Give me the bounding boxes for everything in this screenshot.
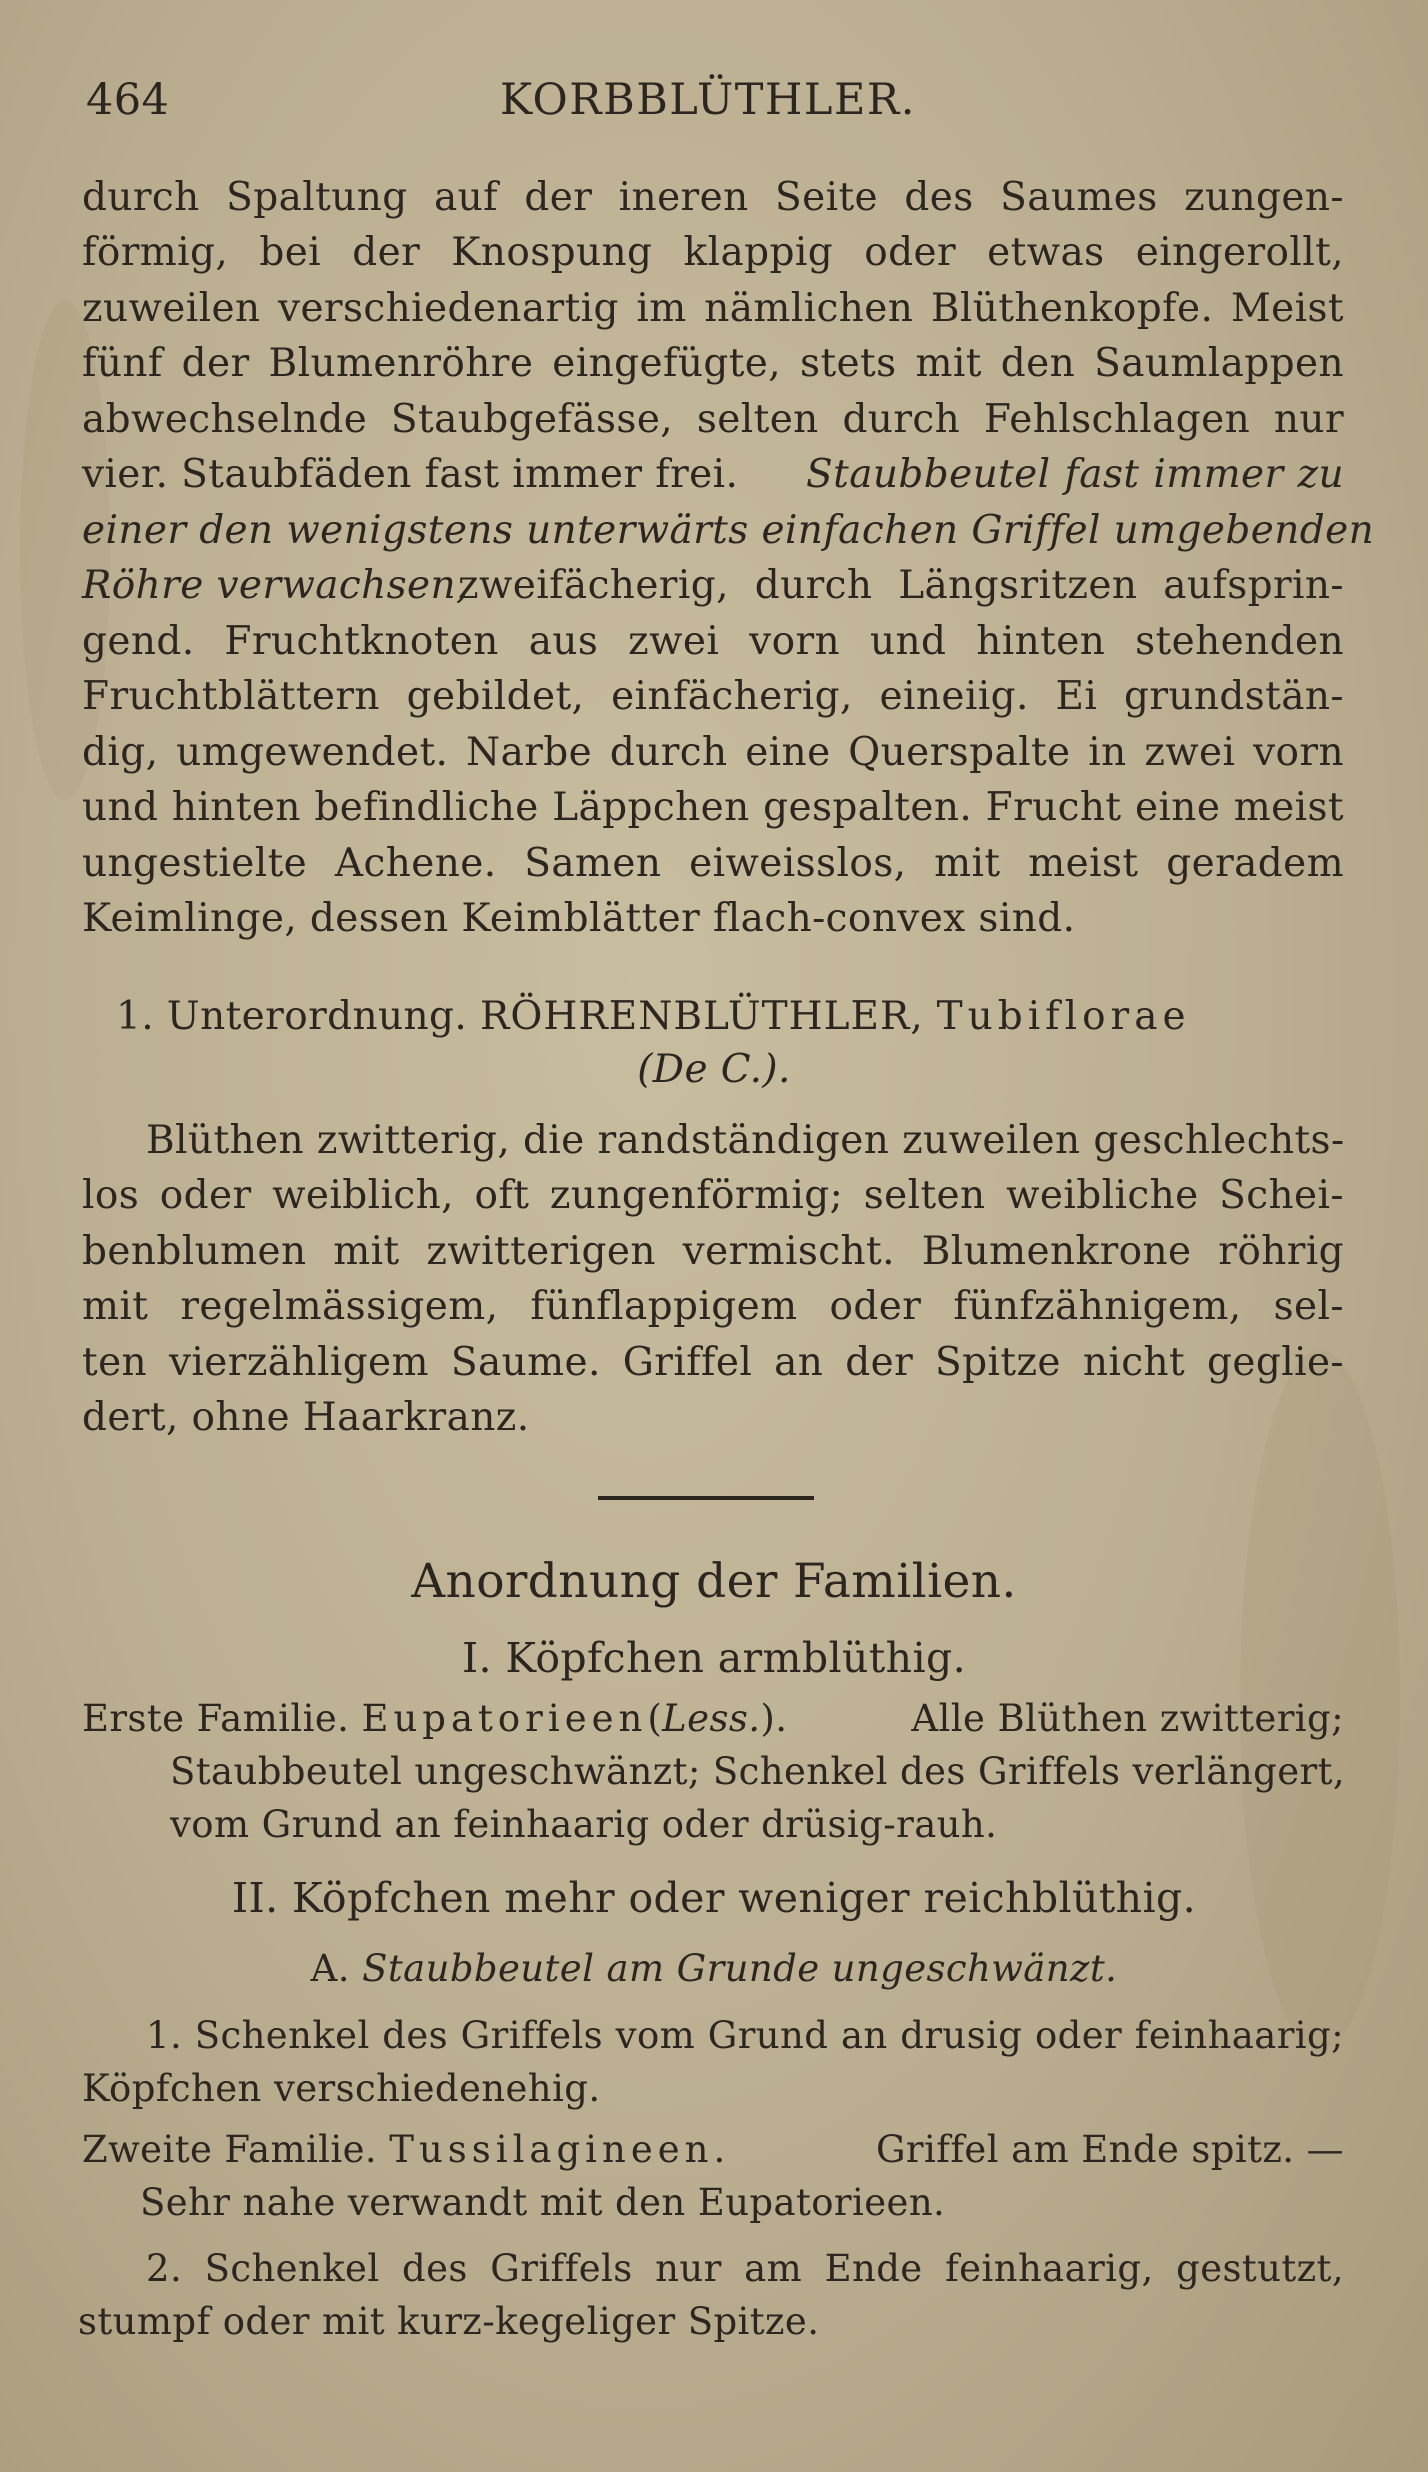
item1-line-2: Köpfchen verschiedenehig. [82, 2067, 601, 2110]
suborder-heading [116, 991, 1191, 1043]
suborder-latin: Tubiflorae [936, 994, 1191, 1039]
family1-paren-close: ). [760, 1697, 788, 1740]
family2-heading [82, 2124, 1344, 2176]
group2-title: II. Köpfchen mehr oder weniger reichblüthig. [231, 1874, 1197, 1922]
intro-line-2: förmig, bei der Knospung klappig oder etwas eingerollt, [82, 230, 1344, 275]
family1-desc: Alle Blüthen zwitterig; [911, 1697, 1344, 1740]
section-divider [598, 1496, 814, 1500]
suborder-author: (De C.). [637, 1047, 791, 1092]
suborder-line-6: dert, ohne Haarkranz. [82, 1395, 530, 1440]
item2-line-2: stumpf oder mit kurz-kegeliger Spitze. [78, 2300, 820, 2343]
family1-prefix: Erste Familie. [82, 1697, 350, 1740]
intro-line-6-italic: Staubbeutel fast immer zu [806, 452, 1344, 497]
subgroup-a-prefix: A. [310, 1947, 350, 1990]
arrangement-title: Anordnung der Familien. [411, 1554, 1017, 1609]
intro-line-10: Fruchtblättern gebildet, einfächerig, eineiig. Ei grundstän- [82, 674, 1344, 719]
subgroup-a-text: Staubbeutel am Grunde ungeschwänzt. [362, 1947, 1118, 1990]
item2-line-1: 2. Schenkel des Griffels nur am Ende feinhaarig, gestutzt, [146, 2247, 1344, 2290]
suborder-line-1: Blüthen zwitterig, die randständigen zuweilen geschlechts- [146, 1118, 1345, 1163]
group1-title: I. Köpfchen armblüthig. [461, 1634, 967, 1682]
suborder-name: RÖHRENBLÜTHLER, [480, 994, 924, 1039]
family1-line-2: vom Grund an feinhaarig oder drüsig-rauh. [170, 1803, 998, 1846]
running-title: KORBBLÜTHLER. [500, 75, 916, 125]
intro-line-7: einer den wenigstens unterwärts einfachen Griffel umgebenden [82, 508, 1375, 553]
item1-line-1: 1. Schenkel des Griffels vom Grund an drusig oder feinhaarig; [146, 2014, 1344, 2057]
family1-author: Less. [662, 1697, 761, 1740]
intro-line-9: gend. Fruchtknoten aus zwei vorn und hinten stehenden [82, 619, 1344, 664]
subgroup-a [0, 1943, 1428, 1995]
intro-line-1: durch Spaltung auf der ineren Seite des Saumes zungen- [82, 175, 1344, 220]
intro-line-5: abwechselnde Staubgefässe, selten durch Fehlschlagen nur [82, 397, 1344, 442]
intro-line-4: fünf der Blumenröhre eingefügte, stets mit den Saumlappen [82, 341, 1344, 386]
suborder-prefix: 1. Unterordnung. [116, 994, 468, 1039]
family1-name: Eupatorieen [361, 1697, 648, 1740]
intro-line-6: vier. Staubfäden fast immer frei. [82, 452, 739, 497]
intro-line-8-italic: Röhre verwachsen, [82, 563, 469, 608]
intro-line-14: Keimlinge, dessen Keimblätter flach-convex sind. [82, 896, 1076, 941]
page-number: 464 [86, 75, 170, 125]
suborder-line-4: mit regelmässigem, fünflappigem oder fünfzähnigem, sel- [82, 1284, 1344, 1329]
family1-heading [82, 1693, 1344, 1745]
suborder-line-3: benblumen mit zwitterigen vermischt. Blumenkrone röhrig [82, 1229, 1344, 1274]
family2-name: Tussilagineen. [389, 2128, 731, 2171]
intro-line-11: dig, umgewendet. Narbe durch eine Querspalte in zwei vorn [82, 730, 1344, 775]
suborder-line-2: los oder weiblich, oft zungenförmig; selten weibliche Schei- [82, 1173, 1344, 1218]
family1-line-1: Staubbeutel ungeschwänzt; Schenkel des Griffels verlängert, [170, 1750, 1346, 1793]
intro-line-12: und hinten befindliche Läppchen gespalten. Frucht eine meist [82, 785, 1344, 830]
intro-line-8: zweifächerig, durch Längsritzen aufsprin- [458, 563, 1344, 608]
intro-line-3: zuweilen verschiedenartig im nämlichen Blüthenkopfe. Meist [82, 286, 1344, 331]
suborder-line-5: ten vierzähligem Saume. Griffel an der Spitze nicht geglie- [82, 1340, 1344, 1385]
intro-line-13: ungestielte Achene. Samen eiweisslos, mit meist geradem [82, 841, 1344, 886]
family1-paren-open: ( [647, 1697, 663, 1740]
family2-desc: Griffel am Ende spitz. — [875, 2128, 1344, 2171]
family2-prefix: Zweite Familie. [82, 2128, 378, 2171]
family2-line-2: Sehr nahe verwandt mit den Eupatorieen. [140, 2181, 946, 2224]
